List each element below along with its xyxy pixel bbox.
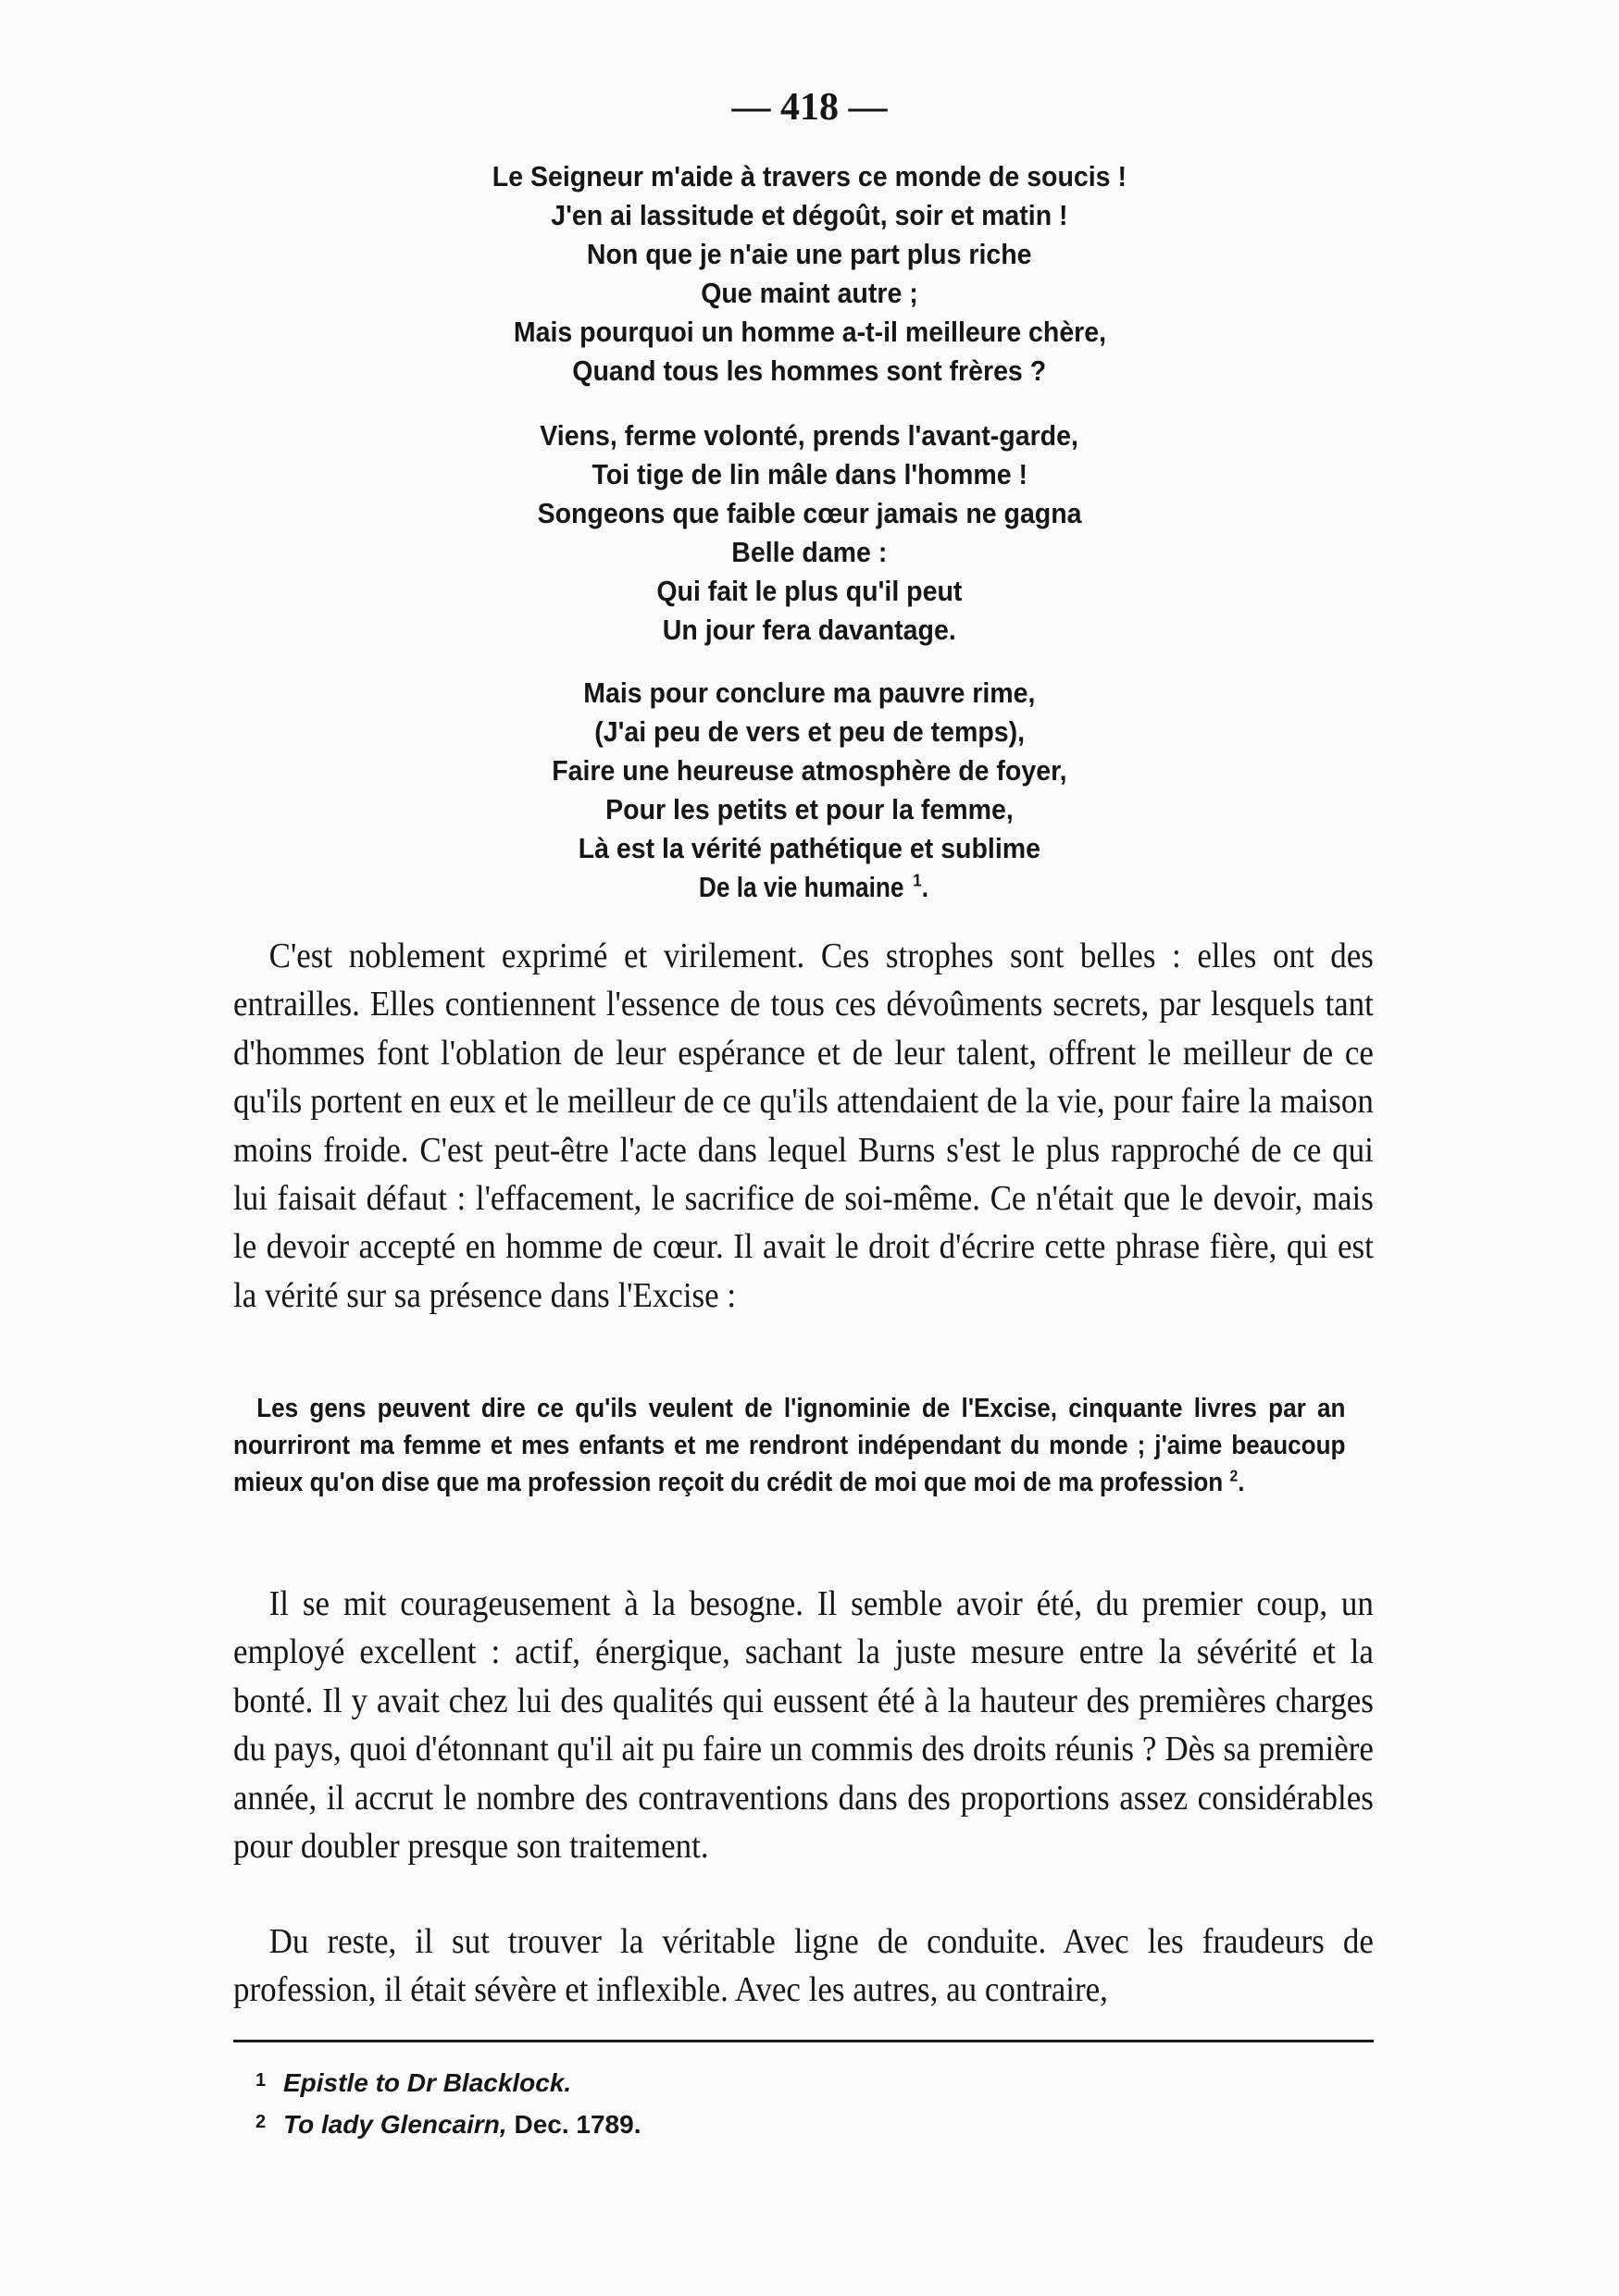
block-quote [233, 1390, 1346, 1501]
paragraph: Il se mit courageusement à la besogne. Il semble avoir été, du premier coup, un employé excellent : actif, énergique, sachant la juste mesure entre la sévérité et la bonté. Il y avait chez lui des qualités qui eussent été à la hauteur des premières charges du pays, quoi d'étonnant qu'il ait pu faire un commis des droits réunis ? Dès sa première année, il accrut le nombre des contraventions dans des proportions assez considérables pour doubler presque son traitement. [233, 1584, 1374, 1867]
poem-line: Un jour fera davantage. [663, 614, 956, 646]
footnote-1 [255, 2061, 1274, 2103]
footnote-title: To lady Glencairn, [283, 2110, 507, 2139]
footnote-ref: 1 [913, 870, 922, 890]
poem-line: Pour les petits et pour la femme, [605, 793, 1014, 825]
quote-text: Les gens peuvent dire ce qu'ils veulent de l'ignominie de l'Excise, cinquante livres par an nourriront ma femme et mes enfants et me rendront indépendant du monde ; j'aime beaucoup mieux qu'on dise que ma profession reçoit du crédit de moi que moi de ma profession [233, 1394, 1346, 1497]
poem-line: Toi tige de lin mâle dans l'homme ! [592, 458, 1027, 490]
poem-line: J'en ai lassitude et dégoût, soir et matin ! [551, 199, 1068, 231]
footnote-title: Epistle to Dr Blacklock. [283, 2068, 572, 2097]
footnote-number: 2 [255, 2112, 267, 2132]
footnote-number: 1 [255, 2070, 267, 2091]
poem-line: Viens, ferme volonté, prends l'avant-garde, [540, 419, 1079, 452]
quote-paragraph [233, 1390, 1346, 1501]
poem-line: Mais pourquoi un homme a-t-il meilleure chère, [513, 316, 1106, 348]
poem-line [0, 868, 1619, 907]
poem-stanza-3 [0, 674, 1619, 907]
poem-line: (J'ai peu de vers et peu de temps), [594, 715, 1025, 748]
body-text-1 [233, 932, 1374, 1320]
poem-line: Le Seigneur m'aide à travers ce monde de soucis ! [492, 160, 1127, 192]
body-text-2 [233, 1580, 1374, 1870]
footnote-rule [233, 2040, 1374, 2042]
footnote-ref: 2 [1229, 1466, 1239, 1485]
poem-stanza-1 [0, 157, 1619, 391]
poem-last-line: De la vie humaine [698, 871, 904, 903]
poem-line: Songeons que faible cœur jamais ne gagna [537, 497, 1082, 529]
poem-stanza-2 [0, 416, 1619, 650]
footnote-rest: Dec. 1789. [506, 2110, 641, 2139]
poem-line: Faire une heureuse atmosphère de foyer, [552, 754, 1067, 787]
body-text-3 [233, 1917, 1374, 2015]
poem-line: Belle dame : [731, 536, 888, 568]
poem-line: Mais pour conclure ma pauvre rime, [583, 676, 1036, 709]
footnote-2 [255, 2103, 1274, 2144]
paragraph: C'est noblement exprimé et virilement. Ces strophes sont belles : elles ont des entrailles. Elles contiennent l'essence de tous ces dévoûments secrets, par lesquels tant d'hommes font l'oblation de leur espérance et de leur talent, offrent le meilleur de ce qu'ils portent en eux et le meilleur de ce qu'ils attendaient de la vie, pour faire la maison moins froide. C'est peut-être l'acte dans lequel Burns s'est le plus rapproché de ce qui lui faisait défaut : l'effacement, le sacrifice de soi-même. Ce n'était que le devoir, mais le devoir accepté en homme de cœur. Il avait le droit d'écrire cette phrase fière, qui est la vérité sur sa présence dans l'Excise : [233, 937, 1374, 1315]
punctuation: . [922, 871, 929, 903]
poem-line: Qui fait le plus qu'il peut [656, 575, 963, 607]
poem-line: Là est la vérité pathétique et sublime [578, 832, 1041, 864]
poem-line: Non que je n'aie une part plus riche [587, 238, 1032, 270]
page-number: — 418 — [731, 86, 888, 129]
poem-line: Que maint autre ; [701, 277, 918, 309]
poem-line: Quand tous les hommes sont frères ? [572, 354, 1047, 387]
poem [0, 157, 1619, 391]
punctuation: . [1238, 1468, 1245, 1497]
footnotes [255, 2061, 1274, 2144]
paragraph: Du reste, il sut trouver la véritable ligne de conduite. Avec les fraudeurs de profession, il était sévère et inflexible. Avec les autres, au contraire, [233, 1922, 1374, 2010]
